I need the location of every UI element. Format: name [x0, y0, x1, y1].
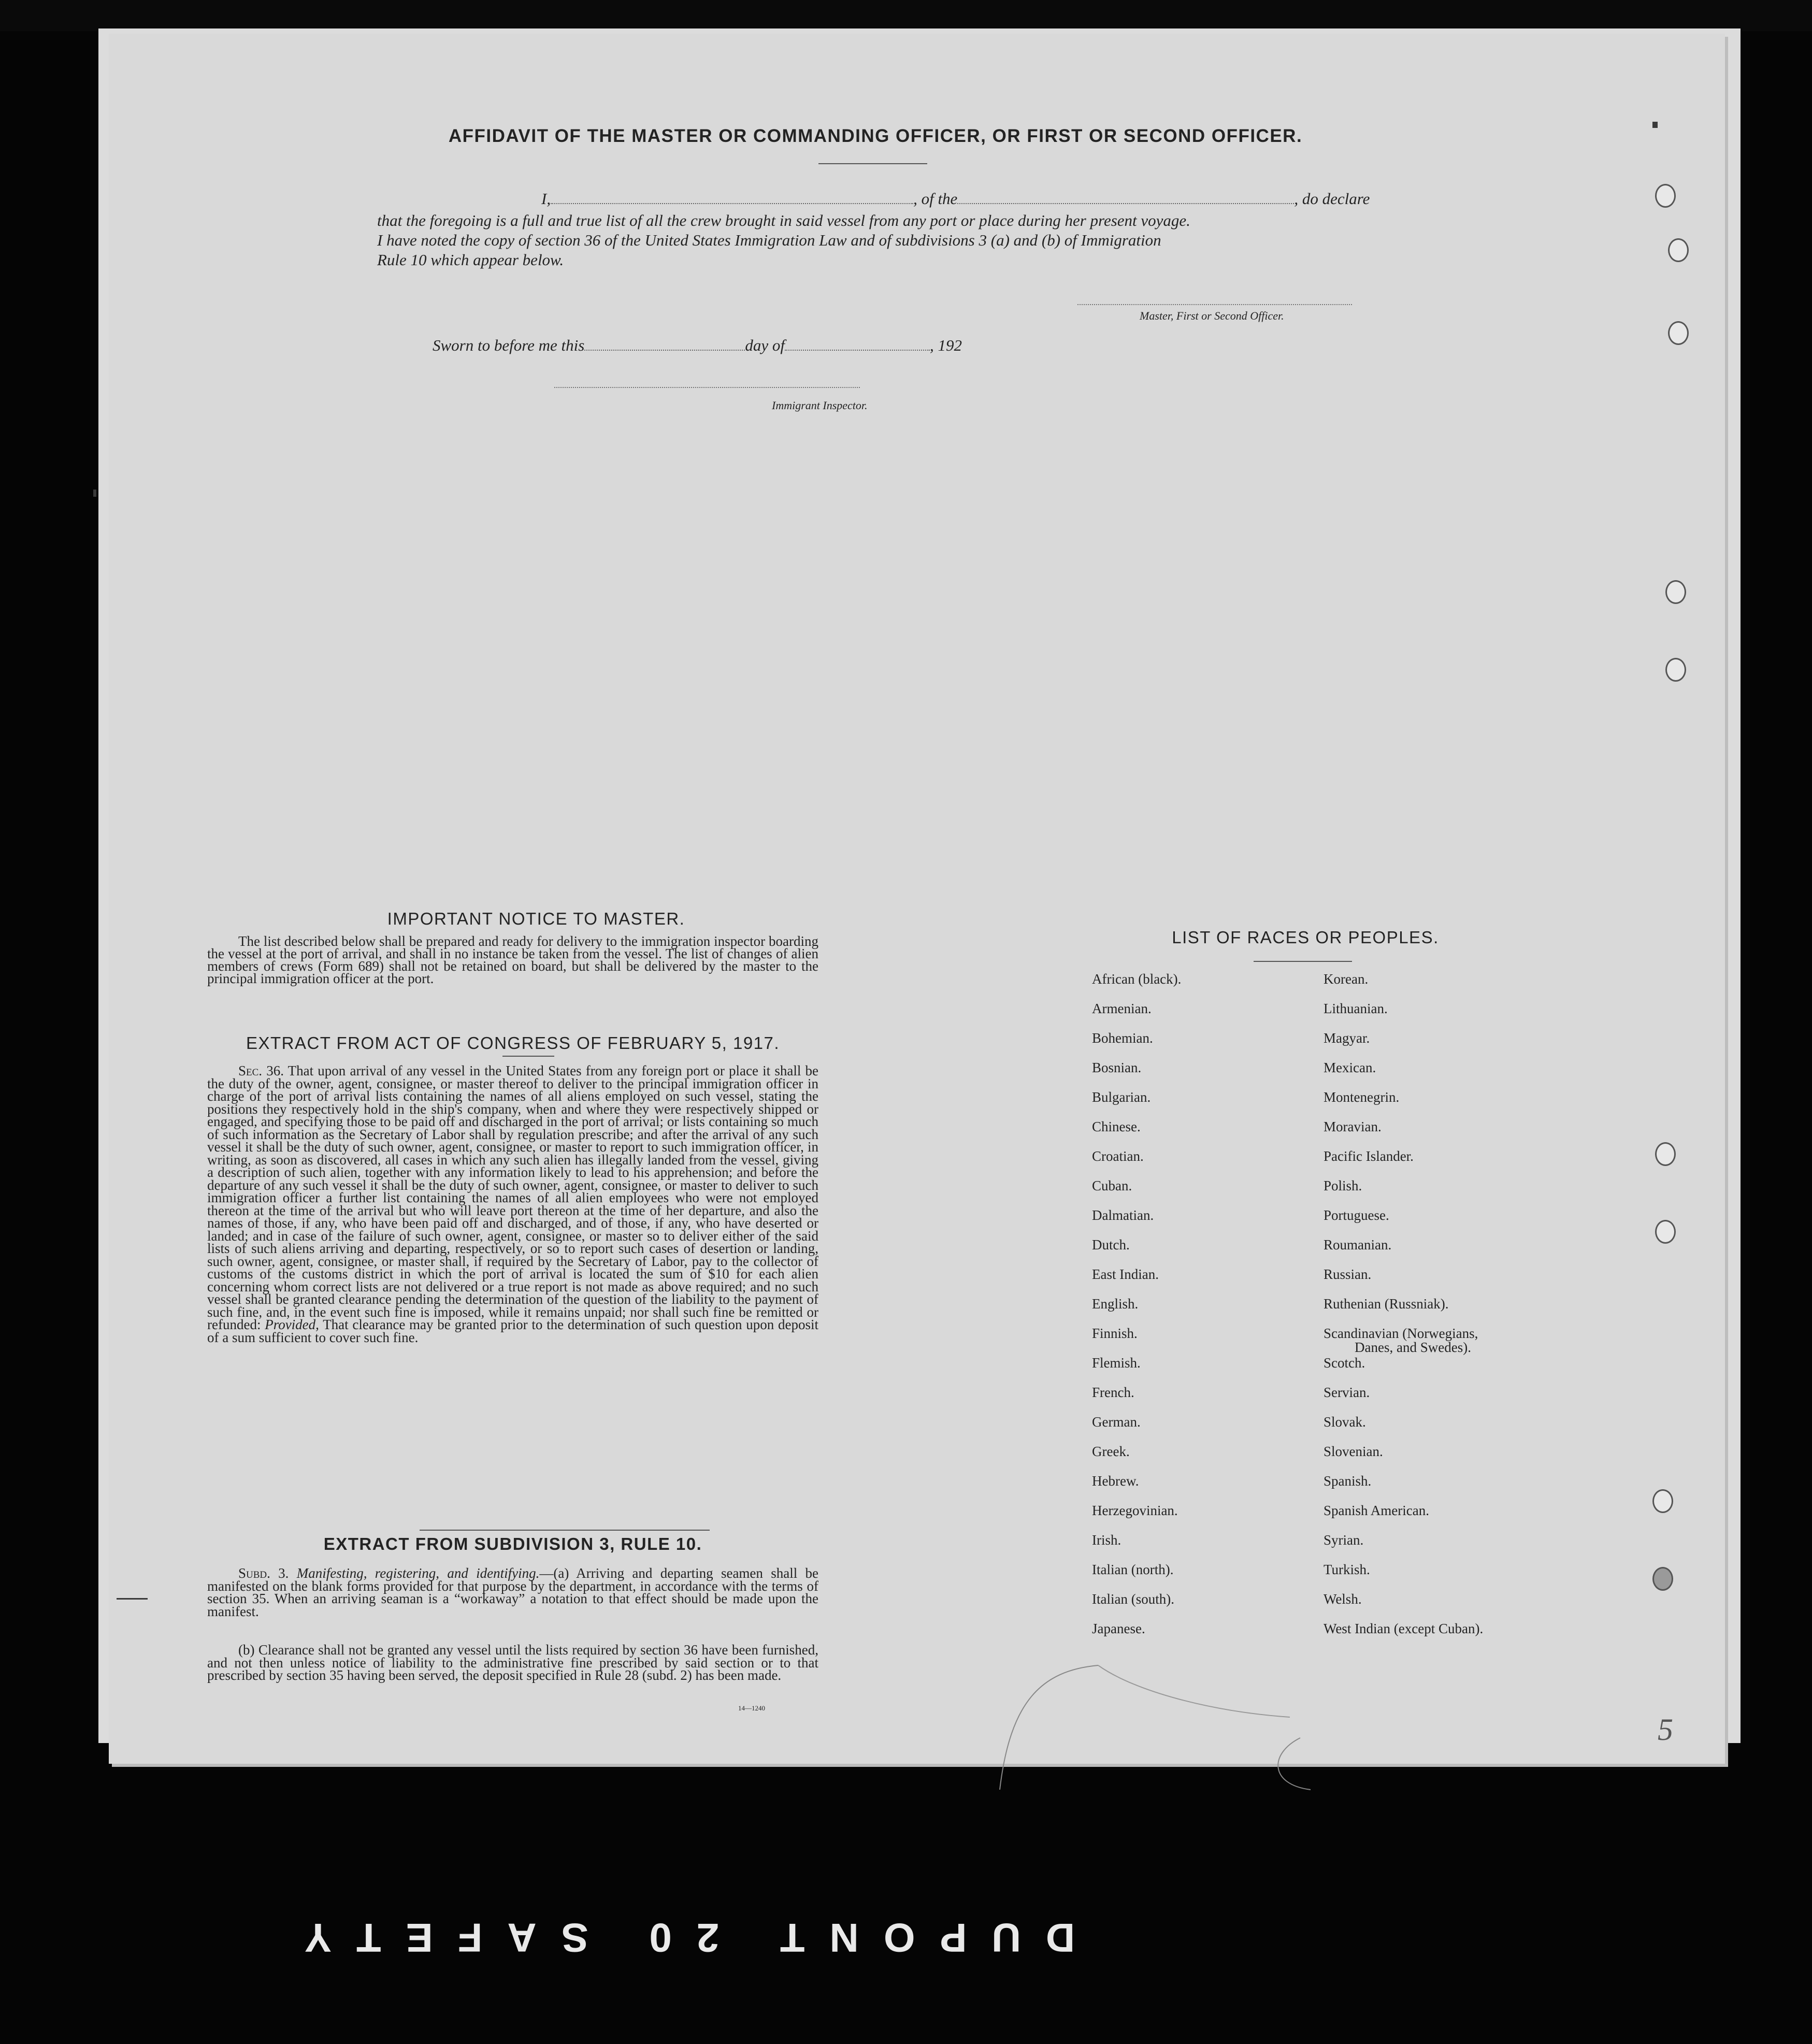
race-item: Greek.: [1092, 1444, 1130, 1459]
section-label: Sec. 36.: [238, 1063, 284, 1078]
master-label: Master, First or Second Officer.: [1140, 309, 1284, 322]
race-item: Polish.: [1324, 1178, 1362, 1193]
month-blank: [785, 347, 930, 351]
race-item: Scotch.: [1324, 1355, 1365, 1371]
race-item: Slovenian.: [1324, 1444, 1383, 1459]
punch-hole: [1655, 184, 1676, 208]
race-item: Roumanian.: [1324, 1237, 1392, 1253]
act-text: [207, 1064, 818, 1344]
film-border-top: [0, 0, 1812, 31]
declaration-line-2: that the foregoing is a full and true list of all the crew brought in said vessel from any port or place during her present voyage.: [377, 211, 1190, 229]
sworn-day-of: day of: [745, 336, 785, 354]
inspector-signature-line: [554, 387, 860, 388]
race-item: Dutch.: [1092, 1237, 1130, 1253]
race-item: Servian.: [1324, 1385, 1370, 1400]
race-item: Cuban.: [1092, 1178, 1132, 1193]
race-item: Chinese.: [1092, 1119, 1141, 1134]
affidavit-title: AFFIDAVIT OF THE MASTER OR COMMANDING OFFICER, OR FIRST OR SECOND OFFICER.: [448, 126, 1303, 146]
declaration-line-1: [438, 189, 1500, 209]
declaration-i: I,: [541, 190, 551, 208]
race-item: Welsh.: [1324, 1591, 1362, 1607]
rule10-heading: EXTRACT FROM SUBDIVISION 3, RULE 10.: [323, 1534, 702, 1553]
punch-hole: [1655, 1142, 1676, 1166]
notice-heading: IMPORTANT NOTICE TO MASTER.: [387, 909, 685, 928]
act-heading: EXTRACT FROM ACT OF CONGRESS OF FEBRUARY 5, 1917.: [246, 1033, 780, 1053]
race-item: Herzegovinian.: [1092, 1503, 1178, 1518]
race-item: Hebrew.: [1092, 1473, 1139, 1489]
race-item: German.: [1092, 1414, 1141, 1430]
race-item: Montenegrin.: [1324, 1089, 1400, 1105]
act-body: That upon arrival of any vessel in the United States from any foreign port or place it shall be the duty of the owner, agent, consignee, or master thereof to deliver to the principal immigration officer in charge of the port of arrival lists containing the names of all aliens employed on such vessel, stating the positions they respectively hold in the ship's company, when and where they were respectively shipped or engaged, and specifying those to be paid off and discharged in the port of arrival; or lists containing so much of such information as the Secretary of Labor shall by regulation prescribe; and after the arrival of any such vessel it shall be the duty of such owner, agent, consignee, or master to report to such immigration officer, in writing, as soon as discovered, all cases in which any such alien has illegally landed from the vessel, giving a description of such alien, together with any information likely to lead to his apprehension; and before the departure of any such vessel it shall be the duty of such owner, agent, consignee, or master to deliver to such immigration officer a further list containing the names of all alien employees who were not employed thereon at the time of the arrival but who will leave port thereon at the time of her departure, and also the names of those, if any, who have been paid off and discharged, and of those, if any, who have deserted or landed; and in case of the failure of such owner, agent, consignee, or master so to deliver either of the said lists of such aliens arriving and departing, respectively, or so to report such cases of desertion or landing, such owner, agent, consignee, or master shall, if required by the Secretary of Labor, pay to the collector of customs of the customs district in which the port of arrival is located the sum of $10 for each alien concerning whom correct lists are not delivered or a true report is not made as above required; and no such vessel shall be granted clearance pending the determination of the question of the liability to the payment of such fine, and, in the event such fine is imposed, while it remains unpaid; nor shall such fine be remitted or refunded:: [207, 1063, 818, 1332]
race-item: English.: [1092, 1296, 1139, 1312]
race-item: Scandinavian (Norwegians,: [1324, 1326, 1478, 1341]
vessel-blank: [957, 200, 1294, 204]
race-item: Japanese.: [1092, 1621, 1145, 1636]
races-heading: LIST OF RACES OR PEOPLES.: [1172, 928, 1439, 947]
race-item: Danes, and Swedes).: [1355, 1340, 1471, 1355]
race-item: African (black).: [1092, 971, 1182, 987]
document-page: [109, 34, 1725, 1764]
race-item: Dalmatian.: [1092, 1207, 1154, 1223]
race-item: Korean.: [1324, 971, 1369, 987]
race-item: Spanish American.: [1324, 1503, 1429, 1518]
pencil-mark: [979, 1660, 1445, 1795]
speck: [1652, 122, 1658, 128]
race-item: East Indian.: [1092, 1266, 1159, 1282]
punch-hole: [1652, 1489, 1673, 1513]
race-item: French.: [1092, 1385, 1134, 1400]
declaration-of-the: , of the: [913, 190, 958, 208]
race-item: Syrian.: [1324, 1532, 1364, 1548]
races-column-1: [1092, 971, 1315, 1650]
race-item: Magyar.: [1324, 1030, 1370, 1046]
sworn-line: [433, 336, 1158, 355]
race-item: Italian (north).: [1092, 1562, 1174, 1577]
act-proviso: Provided,: [265, 1317, 319, 1332]
race-item: Bosnian.: [1092, 1060, 1142, 1075]
race-item: Slovak.: [1324, 1414, 1366, 1430]
races-column-2: [1324, 971, 1562, 1650]
rule10-para-b: (b) Clearance shall not be granted any vessel until the lists required by section 36 have been furnished, and not then unless notice of liability to the administrative fine prescribed by said section or to that prescribed by section 35 having been served, the deposit specified in Rule 28 (subd. 2) has been made.: [207, 1642, 818, 1683]
speck: [117, 1598, 148, 1600]
act-rule: [502, 1056, 554, 1057]
master-signature-line: [1077, 304, 1352, 305]
punch-hole: [1668, 321, 1689, 345]
punch-hole: [1665, 658, 1686, 682]
race-item: Bohemian.: [1092, 1030, 1153, 1046]
race-item: Bulgarian.: [1092, 1089, 1151, 1105]
act-body-end: That clearance may be granted prior to the determination of such question upon deposit of a sum sufficient to cover such fine.: [207, 1317, 819, 1345]
sworn-year: , 192: [929, 336, 962, 354]
punch-hole: [1652, 1567, 1673, 1591]
race-item: Irish.: [1092, 1532, 1121, 1548]
race-item: Mexican.: [1324, 1060, 1376, 1075]
title-rule: [818, 163, 927, 164]
races-rule: [1254, 961, 1352, 962]
inspector-label: Immigrant Inspector.: [772, 399, 868, 412]
film-edge-print: DUPONT 20 SAFETY: [280, 1915, 1075, 1961]
race-item: Pacific Islander.: [1324, 1148, 1414, 1164]
punch-hole: [1655, 1220, 1676, 1244]
punch-hole: [1665, 580, 1686, 604]
race-item: Flemish.: [1092, 1355, 1141, 1371]
act-end-rule: [420, 1530, 710, 1531]
day-blank: [584, 347, 745, 351]
race-item: West Indian (except Cuban).: [1324, 1621, 1484, 1636]
rule10-para-a: [207, 1567, 818, 1618]
name-blank: [551, 200, 913, 204]
race-item: Moravian.: [1324, 1119, 1382, 1134]
subd-label: Subd. 3.: [238, 1565, 289, 1581]
race-item: Italian (south).: [1092, 1591, 1174, 1607]
race-item: Turkish.: [1324, 1562, 1370, 1577]
race-item: Lithuanian.: [1324, 1001, 1388, 1016]
race-item: Russian.: [1324, 1266, 1372, 1282]
speck: [93, 490, 96, 497]
sworn-prefix: Sworn to before me this: [433, 336, 585, 354]
punch-hole: [1668, 238, 1689, 262]
subd-para-a: —(a) Arriving and departing seamen shall be manifested on the blank forms provided for that purpose by the department, in accordance with the terms of section 35. When an arriving seaman is a “workaway” a notation to that effect should be made upon the manifest.: [207, 1565, 818, 1619]
race-item: Portuguese.: [1324, 1207, 1389, 1223]
page-number-mark: 5: [1658, 1712, 1673, 1747]
declaration-line-3: I have noted the copy of section 36 of the United States Immigration Law and of subdivisions 3 (a) and (b) of Immigration: [377, 231, 1161, 249]
form-number: 14—1240: [738, 1704, 765, 1712]
notice-text: The list described below shall be prepared and ready for delivery to the immigration inspector boarding the vessel at the port of arrival, and shall in no instance be taken from the vessel. The list of changes of alien members of crews (Form 689) shall not be retained on board, but shall be delivered by the master to the principal immigration officer at the port.: [207, 933, 818, 986]
subd-title: Manifesting, registering, and identifying.: [296, 1565, 540, 1581]
race-item: Ruthenian (Russniak).: [1324, 1296, 1449, 1312]
declaration-line-4: Rule 10 which appear below.: [377, 251, 564, 269]
race-item: Spanish.: [1324, 1473, 1372, 1489]
declaration-do-declare: , do declare: [1294, 190, 1370, 208]
race-item: Finnish.: [1092, 1326, 1138, 1341]
race-item: Croatian.: [1092, 1148, 1144, 1164]
race-item: Armenian.: [1092, 1001, 1152, 1016]
